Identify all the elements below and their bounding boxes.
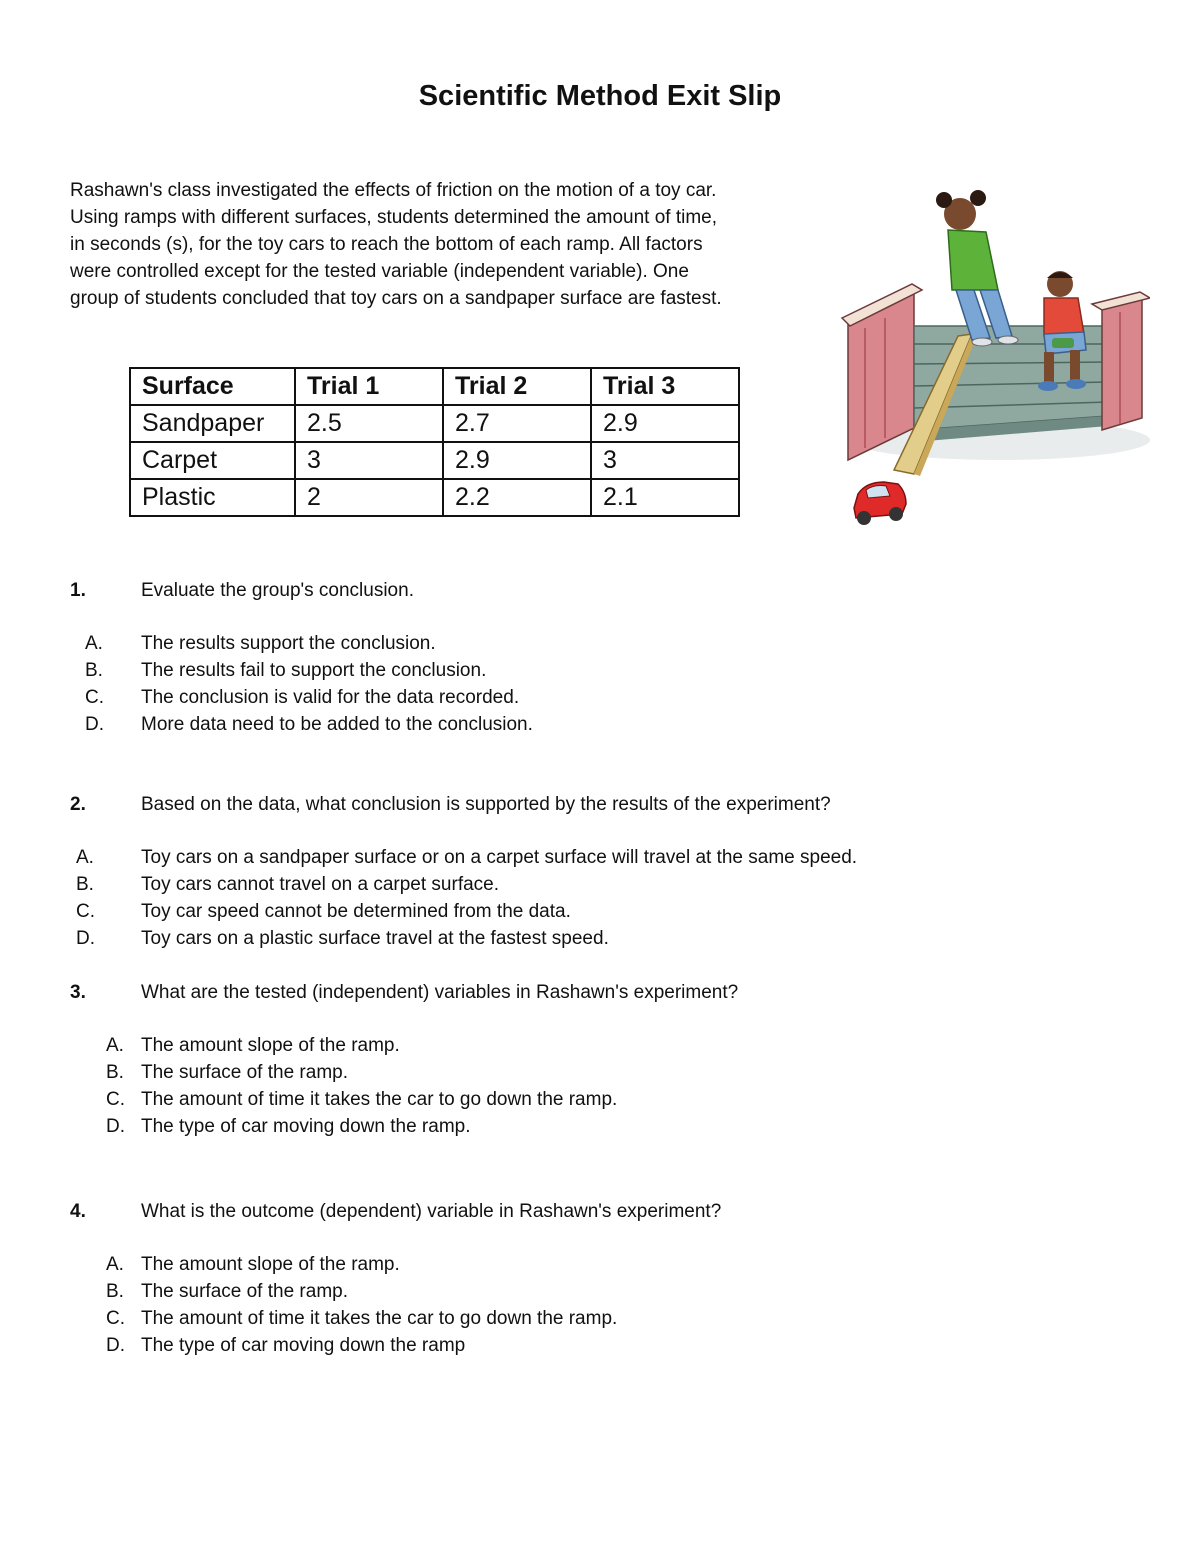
option-letter: A. [106, 1035, 124, 1056]
option-text: The results support the conclusion. [141, 633, 436, 654]
option-text: The amount of time it takes the car to go down the ramp. [141, 1089, 618, 1110]
option-text: The surface of the ramp. [141, 1281, 348, 1302]
table-cell: Sandpaper [130, 405, 295, 442]
option-letter: D. [106, 1116, 125, 1137]
option-text: The conclusion is valid for the data recorded. [141, 687, 520, 708]
option-text: Toy cars on a sandpaper surface or on a carpet surface will travel at the same speed. [141, 847, 858, 868]
header-cell: Surface [130, 368, 295, 405]
intro-paragraph [70, 177, 830, 312]
table-cell: 2.2 [443, 479, 591, 516]
question-number: 3. [70, 982, 86, 1003]
option-letter: B. [85, 660, 103, 681]
option-text: Toy cars cannot travel on a carpet surface. [141, 874, 500, 895]
table-cell: Plastic [130, 479, 295, 516]
table-cell: 3 [295, 442, 443, 479]
question-stem: Evaluate the group's conclusion. [141, 580, 414, 601]
question-number: 4. [70, 1201, 86, 1222]
option-letter: C. [106, 1089, 125, 1110]
intro-line: were controlled except for the tested variable (independent variable). One [70, 261, 689, 282]
intro-line: Rashawn's class investigated the effects of friction on the motion of a toy car. [70, 180, 717, 201]
option-text: Toy cars on a plastic surface travel at the fastest speed. [141, 928, 609, 949]
table-cell: 2.1 [591, 479, 739, 516]
table-cell: 2.9 [591, 405, 739, 442]
table-cell: 2.7 [443, 405, 591, 442]
header-cell: Trial 2 [443, 368, 591, 405]
table-header-row [130, 368, 739, 405]
option-letter: C. [85, 687, 104, 708]
option-letter: D. [85, 714, 104, 735]
option-text: The results fail to support the conclusion. [141, 660, 487, 681]
page-title: Scientific Method Exit Slip [418, 80, 782, 112]
question-stem: What are the tested (independent) variables in Rashawn's experiment? [141, 982, 739, 1003]
option-text: The type of car moving down the ramp. [141, 1116, 471, 1137]
option-letter: C. [106, 1308, 125, 1329]
header-cell: Trial 3 [591, 368, 739, 405]
question-stem: What is the outcome (dependent) variable in Rashawn's experiment? [141, 1201, 722, 1222]
ramp-experiment-illustration [840, 178, 1150, 530]
table-cell: 2.5 [295, 405, 443, 442]
header-cell: Trial 1 [295, 368, 443, 405]
option-text: The amount slope of the ramp. [141, 1035, 400, 1056]
intro-line: in seconds (s), for the toy cars to reach the bottom of each ramp. All factors [70, 234, 703, 255]
intro-line: Using ramps with different surfaces, students determined the amount of time, [70, 207, 718, 228]
option-text: The type of car moving down the ramp [141, 1335, 466, 1356]
option-text: The amount of time it takes the car to go down the ramp. [141, 1308, 618, 1329]
option-text: More data need to be added to the conclusion. [141, 714, 533, 735]
table-row [130, 405, 739, 442]
option-text: The surface of the ramp. [141, 1062, 348, 1083]
question-stem: Based on the data, what conclusion is supported by the results of the experiment? [141, 794, 831, 815]
table-row [130, 479, 739, 516]
option-letter: C. [76, 901, 95, 922]
question-number: 1. [70, 580, 86, 601]
option-text: The amount slope of the ramp. [141, 1254, 400, 1275]
table-cell: 2 [295, 479, 443, 516]
option-letter: D. [76, 928, 95, 949]
question-number: 2. [70, 794, 86, 815]
option-letter: B. [106, 1062, 124, 1083]
table-cell: 2.9 [443, 442, 591, 479]
table-cell: 3 [591, 442, 739, 479]
table-cell: Carpet [130, 442, 295, 479]
option-letter: A. [85, 633, 103, 654]
option-letter: A. [76, 847, 94, 868]
table-row [130, 442, 739, 479]
results-table [129, 367, 740, 517]
option-text: Toy car speed cannot be determined from the data. [141, 901, 571, 922]
option-letter: D. [106, 1335, 125, 1356]
option-letter: B. [106, 1281, 124, 1302]
option-letter: B. [76, 874, 94, 895]
intro-line: group of students concluded that toy cars on a sandpaper surface are fastest. [70, 288, 722, 309]
option-letter: A. [106, 1254, 124, 1275]
